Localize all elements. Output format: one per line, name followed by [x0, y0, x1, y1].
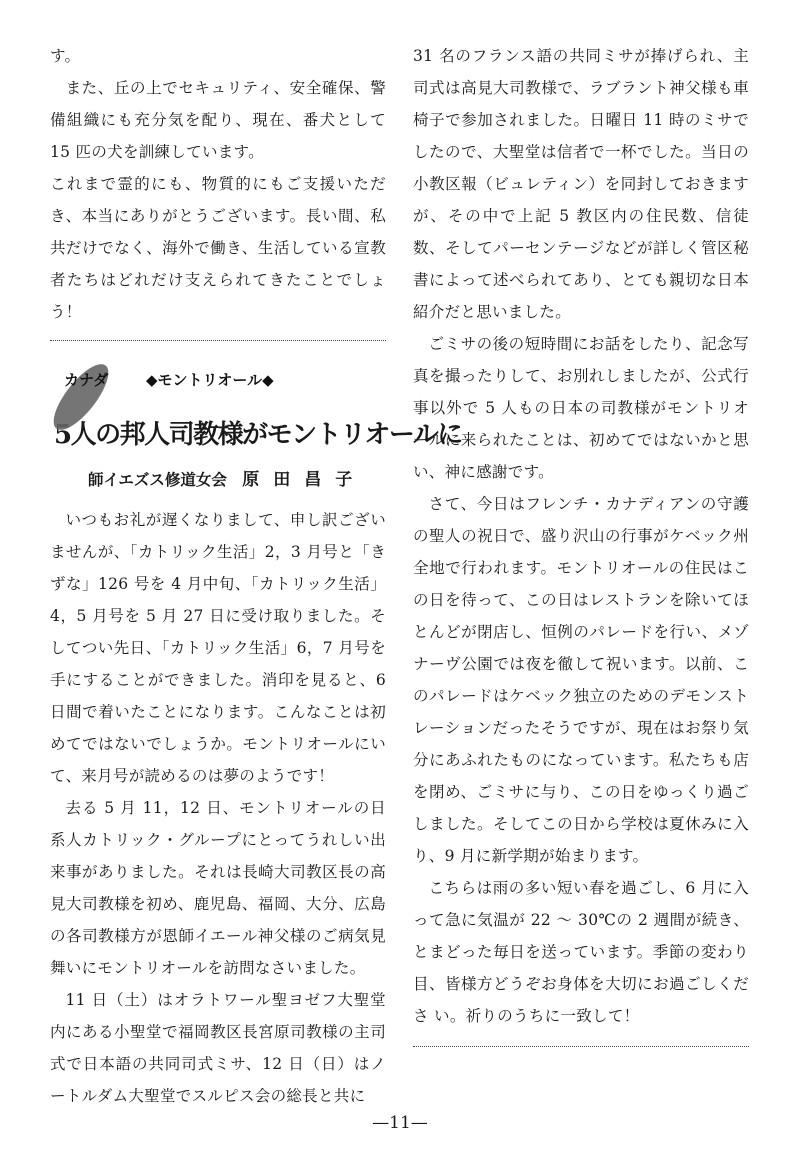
article-paragraph: いつもお礼が遅くなりまして、申し訳ございませんが、「カトリック生活」2，3 月号と「きずな」126 号を 4 月中旬、「カトリック生活」4，5 月号を 5 月 27 日に受け取りました。そしてつい先日、「カトリック生活」6，7 月号を手にすることができました。消印を見ると、6 日間で着いたことになります。こんなことは初めてではないでしょうか。モントリオールにいて、来月号が読めるのは夢のようです！ — [50, 511, 386, 785]
article-paragraph: 去る 5 月 11，12 日、モントリオールの日系人カトリック・グループにとってうれしい出来事がありました。それは長崎大司教区長の高見大司教様を初め、鹿児島、福岡、大分、広島の各司教様方が恩師イエール神父様のご病気見舞いにモントリオールを訪問なさいました。 — [50, 799, 386, 977]
section-divider-left — [50, 340, 386, 341]
region-city: ◆モントリオール◆ — [146, 371, 274, 389]
author-name: 原田昌子 — [242, 470, 367, 490]
intro-paragraph-continuation: す。 — [50, 47, 81, 65]
author-affiliation: 師イエズス修道女会 — [88, 471, 227, 489]
left-column — [50, 40, 462, 1112]
region-header — [50, 363, 386, 415]
article-paragraph: さて、今日はフレンチ・カナディアンの守護の聖人の祝日で、盛り沢山の行事がケベック州全地で行われます。モントリオールの住民はこの日を待って、この日はレストランを除いてほとんどが閉店し、恒例のパレードを行い、メゾナーヴ公園では夜を徹して祝います。以前、このパレードはケベック独立のためのデモンストレーションだったそうですが、現在はお祭り気分にあふれたものになっています。私たちも店を閉め、ごミサに与り、この日をゆっくり過ごしました。そしてこの日から学校は夏休みに入り、9 月に新学期が始まります。 — [413, 495, 749, 865]
intro-paragraph-thanks: これまで霊的にも、物質的にもご支援いただき、本当にありがとうございます。長い間、私共だけでなく、海外で働き、生活している宣教者たちはどれだけ支えられてきたことでしょう！ — [50, 175, 386, 321]
article-paragraph: 11 日（土）はオラトワール聖ヨゼフ大聖堂内にある小聖堂で福岡教区長宮原司教様の主司式で日本語の共同司式ミサ、12 日（日）はノートルダム大聖堂でスルピス会の総長と共に — [50, 991, 386, 1105]
article-headline: 5人の邦人司教様がモントリオールに — [54, 420, 462, 450]
article-paragraph: ごミサの後の短時間にお話をしたり、記念写真を撮ったりして、お別れしましたが、公式行事以外で 5 人もの日本の司教様がモントリオールに来られたことは、初めてではないかと思い、神に感謝です。 — [413, 335, 749, 481]
intro-paragraph-security: また、丘の上でセキュリティ、安全確保、警備組織にも充分気を配り、現在、番犬として 15 匹の犬を訓練しています。 — [50, 79, 386, 161]
section-divider-right — [413, 1046, 749, 1047]
article-paragraph: こちらは雨の多い短い春を過ごし、6 月に入って急に気温が 22 ～ 30℃の 2 週間が続き、とまどった毎日を送っています。季節の変わり目、皆様方どうぞお身体を大切にお過ごしくださ い。祈りのうちに一致して！ — [413, 879, 749, 1025]
page-number: —11— — [372, 1113, 428, 1133]
right-column — [413, 40, 749, 1047]
article-author — [88, 465, 386, 490]
article-paragraph: 31 名のフランス語の共同ミサが捧げられ、主司式は高見大司教様で、ラブラント神父様も車椅子で参加されました。日曜日 11 時のミサでしたので、大聖堂は信者で一杯でした。当日の小教区報（ビュレティン）を同封しておきますが、その中で上記 5 教区内の住民数、信徒数、そしてパーセンテージなどが詳しく管区秘書によって述べられてあり、とても親切な日本紹介だと思いました。 — [413, 47, 749, 321]
region-country: カナダ — [64, 371, 109, 389]
